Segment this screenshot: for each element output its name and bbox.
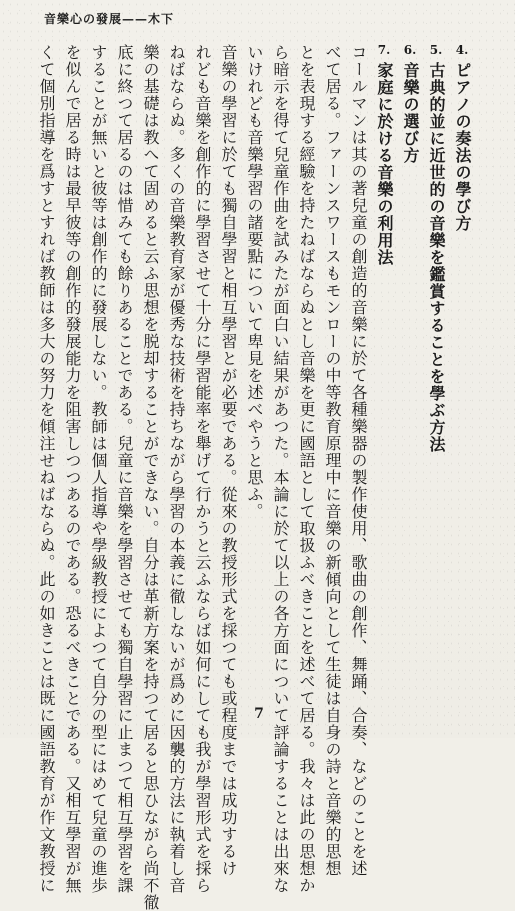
list-item-5 <box>428 44 444 694</box>
body-column-1: べて居る。ファーンスワースもモンローの中等教育原理中に音樂の新傾向として生徒は自身の詩と音樂的思想 <box>323 44 342 877</box>
list-number-4: 4. <box>455 43 469 57</box>
list-number-6: 6. <box>403 43 417 57</box>
body-column-5: 音樂の學習に於ても獨自學習と相互學習とが必要である。從來の教授形式を採つても或程度までは成功するけ <box>219 44 238 877</box>
list-text-7: 家庭に於ける音樂の利用法 <box>375 62 394 266</box>
body-column-10: することが無いと彼等は創作的に發展しない。教師は個人指導や學級教授によつて自分の型にはめて兒童の進歩 <box>89 44 108 894</box>
list-text-5: 古典的並に近世的の音樂を鑑賞することを學ぶ方法 <box>427 62 446 453</box>
body-column-4: いけれども音樂學習の諸要點について卑見を述べやうと思ふ。 <box>245 44 264 520</box>
body-column-11: を似んで居る時は最早彼等の創作的發展能力を阻害しつつあるのである。恐るべきことである。又相互學習が無 <box>63 44 82 894</box>
running-header: 音樂心の發展——木下 <box>44 12 175 26</box>
body-intro-column: コールマンは其の著兒童の創造的音樂に於て各種樂器の製作使用、歌曲の創作、舞踊、合奏、などのことを述 <box>349 44 368 877</box>
list-number-7: 7. <box>377 43 391 57</box>
list-item-6 <box>402 44 418 694</box>
body-column-2: とを表現する經驗を持たねばならぬとし音樂を更に國語として取扱ふべきことを述べて居る。我々は此の思想か <box>297 44 316 894</box>
body-column-8: 樂の基礎は教へて固めると云ふ思想を脱却することができない。自分は革新方案を持つて居ると思ひながら尚不徹 <box>141 44 160 911</box>
body-column-12: くて個別指導を爲すとすれば教師は多大の努力を傾注せねばならぬ。此の如きことは既に國語教育が作文教授に <box>37 44 56 894</box>
page-number: 7 <box>254 706 264 722</box>
list-number-5: 5. <box>429 43 443 57</box>
body-column-6: れども音樂を創作的に學習させて十分に學習能率を舉げて行かうと云ふならば如何にしても我が學習形式を採ら <box>193 44 212 894</box>
body-column-7: ねばならぬ。多くの音樂教育家が優秀な技術を持ちながら學習の本義に徹しないが爲めに因襲的方法に執着し音 <box>167 44 186 894</box>
body-column-3: ら暗示を得て兒童作曲を試みたが面白い結果があつた。本論に於て以上の各方面について評論することは出來な <box>271 44 290 894</box>
body-column-9: 底に終つて居るのは惜みても餘りあることである。兒童に音樂を學習させても獨自學習に止まつて相互學習を課 <box>115 44 134 894</box>
list-text-6: 音樂の選び方 <box>401 62 420 164</box>
list-item-4 <box>454 44 470 694</box>
list-item-7 <box>376 44 392 694</box>
list-text-4: ピアノの奏法の學び方 <box>453 62 472 232</box>
